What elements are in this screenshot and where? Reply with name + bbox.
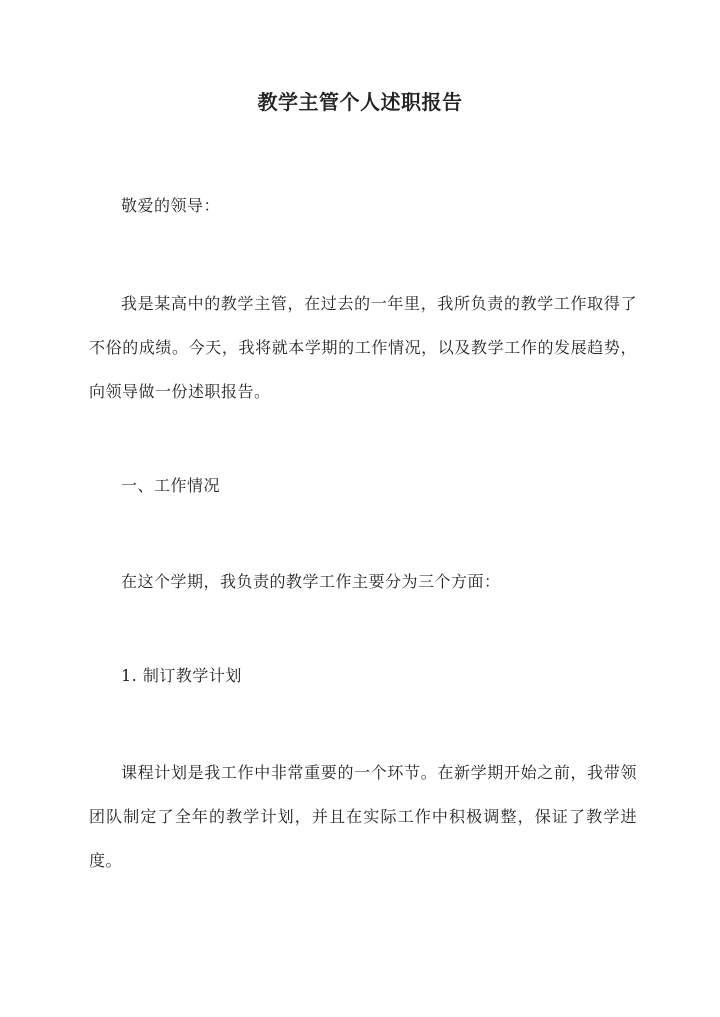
salutation-paragraph: 敬爱的领导： [121, 196, 221, 215]
section-heading-work-status: 一、工作情况 [121, 476, 221, 495]
intro-paragraph: 我是某高中的教学主管，在过去的一年里，我所负责的教学工作取得了不俗的成绩。今天，我将就本学期的工作情况，以及教学工作的发展趋势，向领导做一份述职报告。 [89, 294, 637, 401]
document-title: 教学主管个人述职报告 [257, 90, 463, 114]
item-body-paragraph: 课程计划是我工作中非常重要的一个环节。在新学期开始之前，我带领团队制定了全年的教学计划，并且在实际工作中积极调整，保证了教学进度。 [89, 763, 637, 870]
section-intro-paragraph: 在这个学期，我负责的教学工作主要分为三个方面： [121, 572, 501, 591]
item-heading-teaching-plan: 1. 制订教学计划 [121, 666, 242, 685]
